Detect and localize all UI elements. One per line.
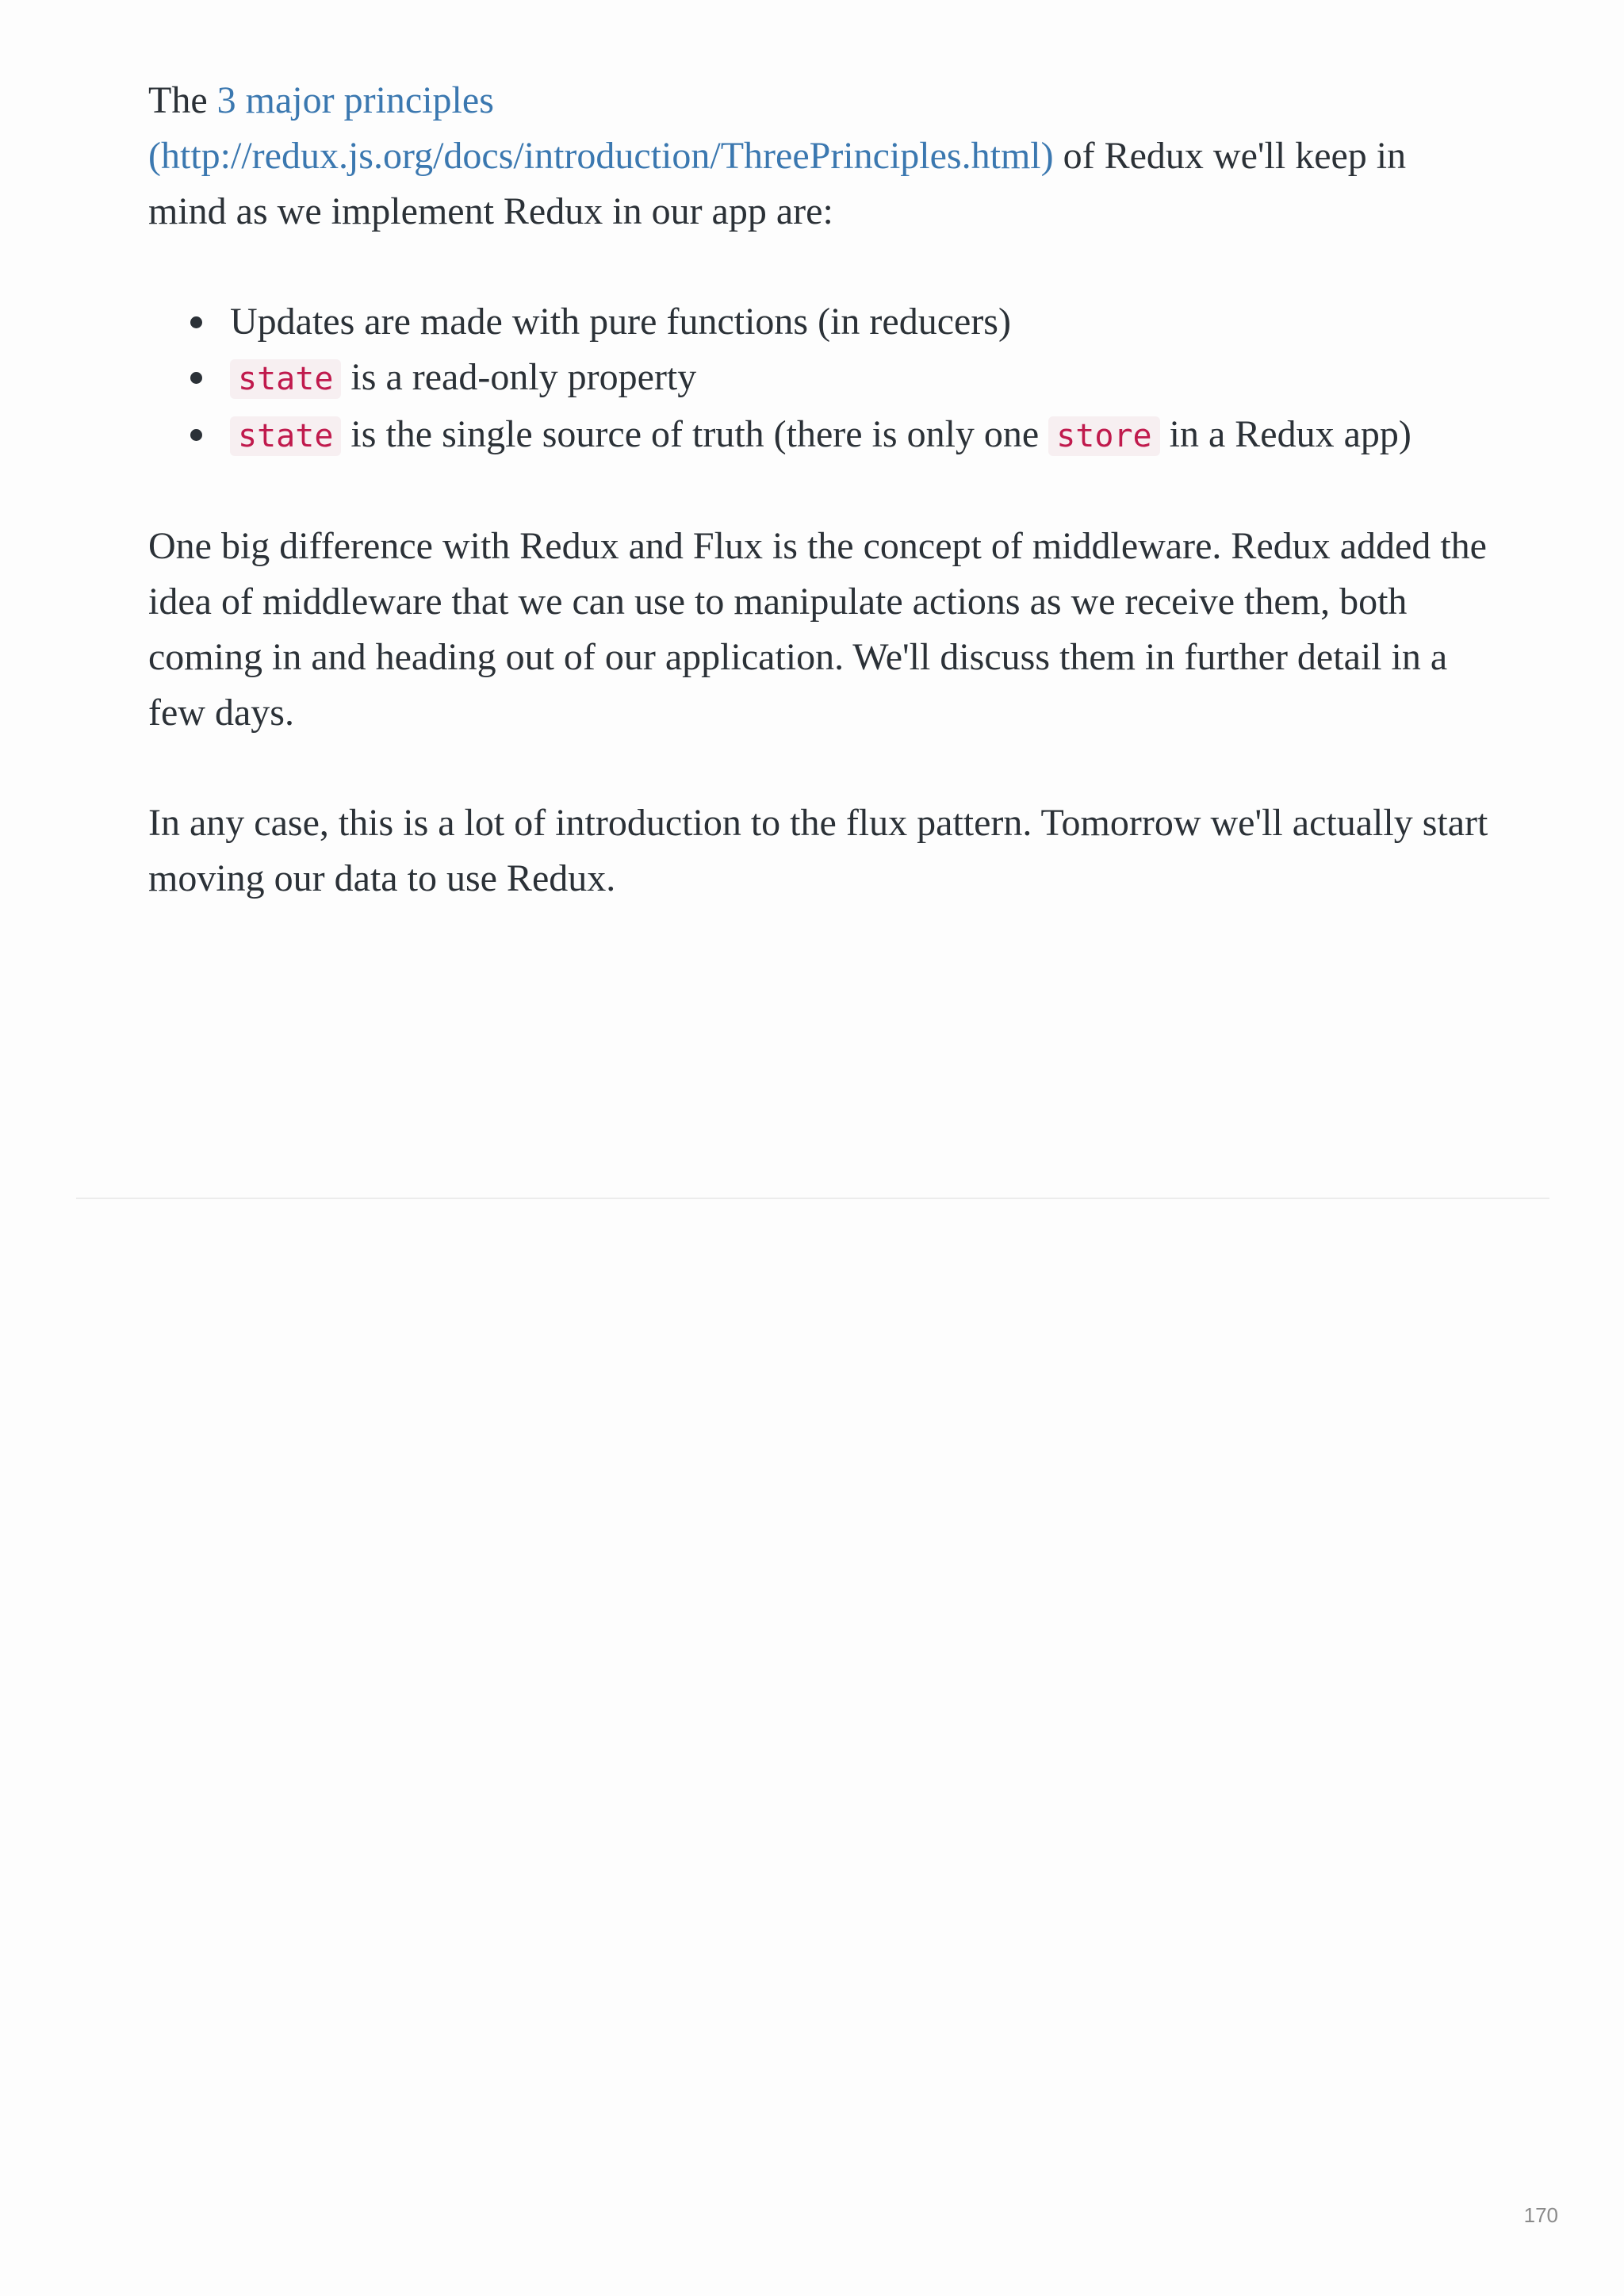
three-principles-link[interactable]: [148, 79, 1054, 177]
list-item-text: is a read-only property: [341, 356, 697, 398]
list-item: [230, 350, 1488, 407]
inline-code-state: state: [230, 416, 341, 456]
list-item: [230, 407, 1488, 464]
bullet-icon: [190, 316, 202, 328]
middleware-paragraph: One big difference with Redux and Flux is the concept of middleware. Redux added the idea of middleware that we can use to manipulate actions as we receive them, both coming in and heading out of our application. We'll discuss them in further detail in a few days.: [148, 525, 1487, 734]
list-item-text-end: in a Redux app): [1159, 413, 1411, 455]
intro-paragraph: [148, 73, 1488, 240]
inline-code-state: state: [230, 359, 341, 399]
section-divider: [76, 1198, 1549, 1199]
page-number: 170: [1523, 2203, 1558, 2227]
principles-list: [148, 294, 1488, 464]
closing-paragraph: In any case, this is a lot of introduction to the flux pattern. Tomorrow we'll actually start moving our data to use Redux.: [148, 802, 1488, 899]
link-title: 3 major principles: [216, 79, 494, 121]
bullet-icon: [190, 429, 202, 441]
intro-text-after: of Redux we'll keep in mind as we implement Redux in our app are:: [148, 135, 1407, 232]
intro-text-before: The: [148, 79, 217, 121]
page-content: [148, 73, 1488, 961]
link-url: (http://redux.js.org/docs/introduction/ThreePrinciples.html): [148, 135, 1054, 177]
inline-code-store: store: [1048, 416, 1159, 456]
list-item-text: Updates are made with pure functions (in reducers): [230, 301, 1011, 343]
bullet-icon: [190, 372, 202, 384]
list-item-text: is the single source of truth (there is only one: [341, 413, 1049, 455]
list-item: [230, 294, 1488, 350]
